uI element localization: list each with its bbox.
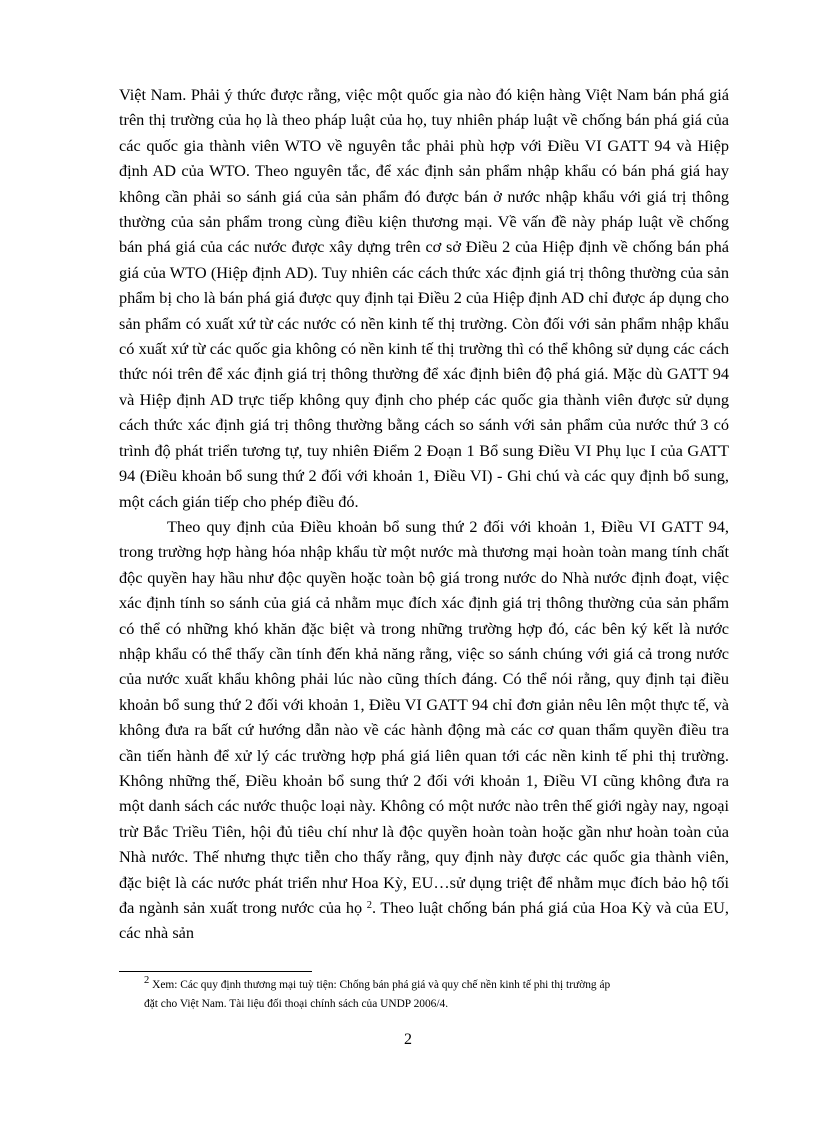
footnote-line-1: Xem: Các quy định thương mại tuỳ tiện: Chống bán phá giá và quy chế nền kinh tế phi thị trường áp xyxy=(149,979,611,991)
footnote-line-2: đặt cho Việt Nam. Tài liệu đối thoại chính sách của UNDP 2006/4. xyxy=(144,998,449,1010)
body-text xyxy=(119,82,729,946)
paragraph-2 xyxy=(119,514,729,946)
footnote-separator xyxy=(119,971,312,972)
footnote-reference[interactable]: 2 xyxy=(366,900,373,911)
footnote xyxy=(144,976,724,1014)
paragraph-1: Việt Nam. Phải ý thức được rằng, việc một quốc gia nào đó kiện hàng Việt Nam bán phá giá trên thị trường của họ là theo pháp luật của họ, tuy nhiên pháp luật về chống bán phá giá của các quốc gia thành viên WTO về nguyên tắc phải phù hợp với Điều VI GATT 94 và Hiệp định AD của WTO. Theo nguyên tắc, để xác định sản phẩm nhập khẩu có bán phá giá hay không cần phải so sánh giá của sản phẩm đó được bán ở nước nhập khẩu với giá trị thông thường của sản phẩm trong cùng điều kiện thương mại. Về vấn đề này pháp luật về chống bán phá giá của các nước được xây dựng trên cơ sở Điều 2 của Hiệp định về chống bán phá giá của WTO (Hiệp định AD). Tuy nhiên các cách thức xác định giá trị thông thường của sản phẩm bị cho là bán phá giá được quy định tại Điều 2 của Hiệp định AD chỉ được áp dụng cho sản phẩm có xuất xứ từ các nước có nền kinh tế thị trường. Còn đối với sản phẩm nhập khẩu có xuất xứ từ các quốc gia không có nền kinh tế thị trường thì có thể không sử dụng các cách thức nói trên để xác định giá trị thông thường để xác định biên độ phá giá. Mặc dù GATT 94 và Hiệp định AD trực tiếp không quy định cho phép các quốc gia thành viên được sử dụng cách thức xác định giá trị thông thường bằng cách so sánh với sản phẩm của nước thứ 3 có trình độ phát triển tương tự, tuy nhiên Điểm 2 Đoạn 1 Bổ sung Điều VI Phụ lục I của GATT 94 (Điều khoản bổ sung thứ 2 đối với khoản 1, Điều VI) - Ghi chú và các quy định bổ sung, một cách gián tiếp cho phép điều đó. xyxy=(119,85,729,511)
page-number: 2 xyxy=(404,1031,412,1048)
paragraph-2-continuation: . Theo luật chống bán phá giá của Hoa Kỳ và của EU, các nhà sản xyxy=(119,898,729,943)
footnote-marker: 2 xyxy=(144,975,150,986)
paragraph-2-text: Theo quy định của Điều khoản bổ sung thứ 2 đối với khoản 1, Điều VI GATT 94, trong trường hợp hàng hóa nhập khẩu từ một nước mà thương mại hoàn toàn mang tính chất độc quyền hay hầu như độc quyền hoặc toàn bộ giá trong nước do Nhà nước định đoạt, việc xác định tính so sánh của giá cả nhằm mục đích xác định giá trị thông thường của sản phẩm có thể có những khó khăn đặc biệt và trong những trường hợp đó, các bên ký kết là nước nhập khẩu có thể thấy cần tính đến khả năng rằng, việc so sánh chúng với giá cả trong nước của nước xuất khẩu không phải lúc nào cũng thích đáng. Có thể nói rằng, quy định tại điều khoản bổ sung thứ 2 đối với khoản 1, Điều VI GATT 94 chỉ đơn giản nêu lên một thực tế, và không đưa ra bất cứ hướng dẫn nào về các hành động mà các cơ quan thẩm quyền điều tra cần tiến hành để xử lý các trường hợp phá giá liên quan tới các nền kinh tế phi thị trường. Không những thế, Điều khoản bổ sung thứ 2 đối với khoản 1, Điều VI cũng không đưa ra một danh sách các nước thuộc loại này. Không có một nước nào trên thế giới ngày nay, ngoại trừ Bắc Triều Tiên, hội đủ tiêu chí như là độc quyền hoàn toàn hoặc gần như hoàn toàn của Nhà nước. Thế nhưng thực tiễn cho thấy rằng, quy định này được các quốc gia thành viên, đặc biệt là các nước phát triển như Hoa Kỳ, EU…sử dụng triệt để nhằm mục đích bảo hộ tối đa ngành sản xuất trong nước của họ xyxy=(119,516,729,917)
